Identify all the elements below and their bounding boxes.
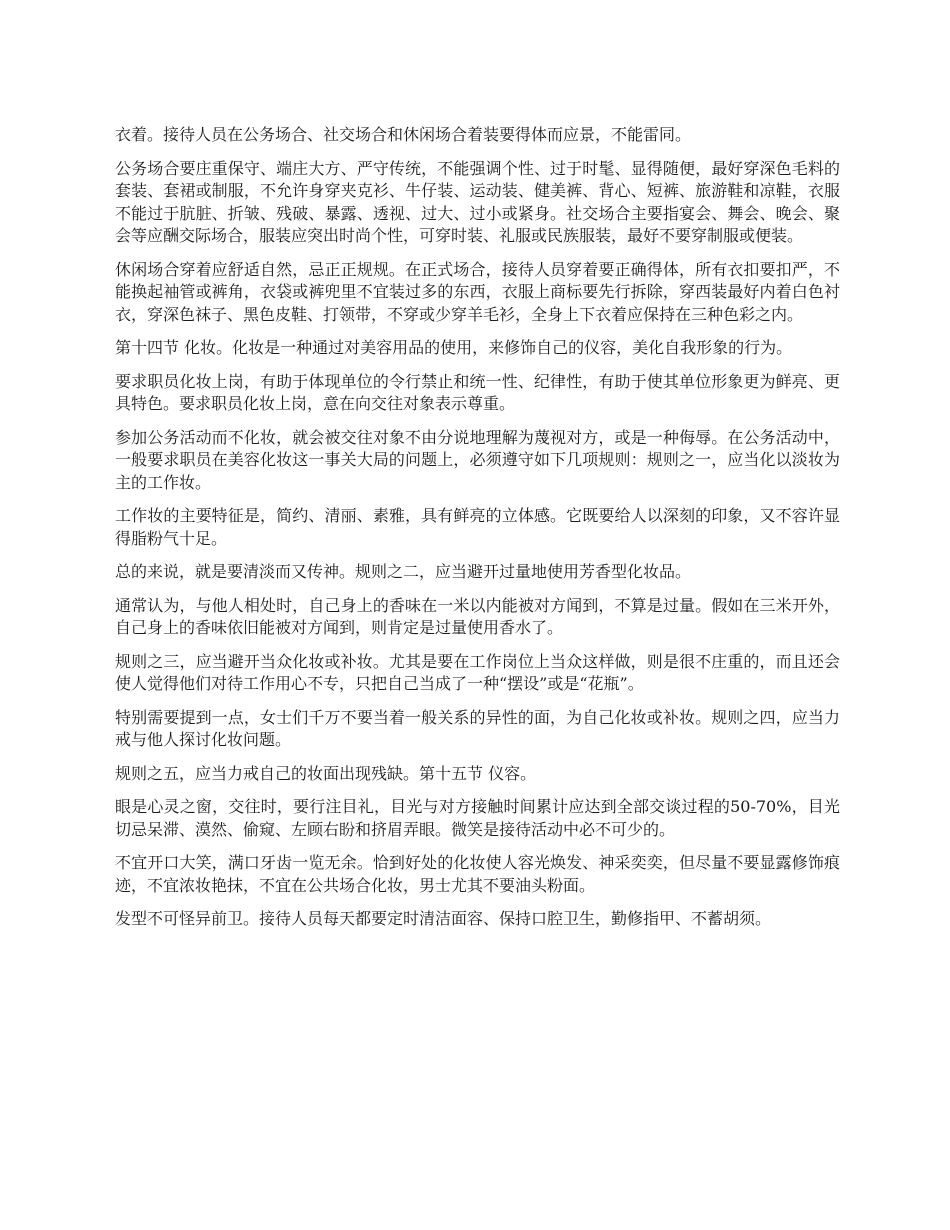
paragraph: 公务场合要庄重保守、端庄大方、严守传统，不能强调个性、过于时髦、显得随便，最好穿深色毛料的套装、套裙或制服，不允许身穿夹克衫、牛仔装、运动装、健美裤、背心、短裤、旅游鞋和凉鞋，衣服不能过于肮脏、折皱、残破、暴露、透视、过大、过小或紧身。社交场合主要指宴会、舞会、晚会、聚会等应酬交际场合，服装应突出时尚个性，可穿时装、礼服或民族服装，最好不要穿制服或便装。 <box>115 158 840 245</box>
paragraph: 休闲场合穿着应舒适自然，忌正正规规。在正式场合，接待人员穿着要正确得体，所有衣扣要扣严，不能换起袖管或裤角，衣袋或裤兜里不宜装过多的东西，衣服上商标要先行拆除，穿西装最好内着白色衬衣，穿深色袜子、黑色皮鞋、打领带，不穿或少穿羊毛衫，全身上下衣着应保持在三种色彩之内。 <box>115 259 840 324</box>
paragraph: 特别需要提到一点，女士们千万不要当着一般关系的异性的面，为自己化妆或补妆。规则之四，应当力戒与他人探讨化妆问题。 <box>115 707 840 749</box>
paragraph: 不宜开口大笑，满口牙齿一览无余。恰到好处的化妆使人容光焕发、神采奕奕，但尽量不要显露修饰痕迹，不宜浓妆艳抹，不宜在公共场合化妆，男士尤其不要油头粉面。 <box>115 853 840 895</box>
paragraph: 要求职员化妆上岗，有助于体现单位的令行禁止和统一性、纪律性，有助于使其单位形象更为鲜亮、更具特色。要求职员化妆上岗，意在向交往对象表示尊重。 <box>115 371 840 413</box>
paragraph: 第十四节 化妆。化妆是一种通过对美容用品的使用，来修饰自己的仪容，美化自我形象的行为。 <box>115 338 793 357</box>
paragraph: 参加公务活动而不化妆，就会被交往对象不由分说地理解为蔑视对方，或是一种侮辱。在公务活动中，一般要求职员在美容化妆这一事关大局的问题上，必须遵守如下几项规则：规则之一，应当化以淡妆为主的工作妆。 <box>115 427 840 492</box>
paragraph: 通常认为，与他人相处时，自己身上的香味在一米以内能被对方闻到，不算是过量。假如在三米开外，自己身上的香味依旧能被对方闻到，则肯定是过量使用香水了。 <box>115 595 840 637</box>
paragraph: 工作妆的主要特征是，简约、清丽、素雅，具有鲜亮的立体感。它既要给人以深刻的印象，又不容许显得脂粉气十足。 <box>115 506 840 548</box>
paragraph: 总的来说，就是要清淡而又传神。规则之二，应当避开过量地使用芳香型化妆品。 <box>115 562 692 581</box>
paragraph: 衣着。接待人员在公务场合、社交场合和休闲场合着装要得体而应景，不能雷同。 <box>115 125 692 144</box>
paragraph: 眼是心灵之窗，交往时，要行注目礼，目光与对方接触时间累计应达到全部交谈过程的50-70%，目光切忌呆滞、漠然、偷窥、左顾右盼和挤眉弄眼。微笑是接待活动中必不可少的。 <box>115 797 840 839</box>
paragraph: 发型不可怪异前卫。接待人员每天都要定时清洁面容、保持口腔卫生，勤修指甲、不蓄胡须。 <box>115 909 772 928</box>
document-body <box>115 124 840 942</box>
paragraph: 规则之五，应当力戒自己的妆面出现残缺。第十五节 仪容。 <box>115 763 537 783</box>
paragraph: 规则之三，应当避开当众化妆或补妆。尤其是要在工作岗位上当众这样做，则是很不庄重的，而且还会使人觉得他们对待工作用心不专，只把自己当成了一种“摆设”或是“花瓶”。 <box>115 651 840 693</box>
